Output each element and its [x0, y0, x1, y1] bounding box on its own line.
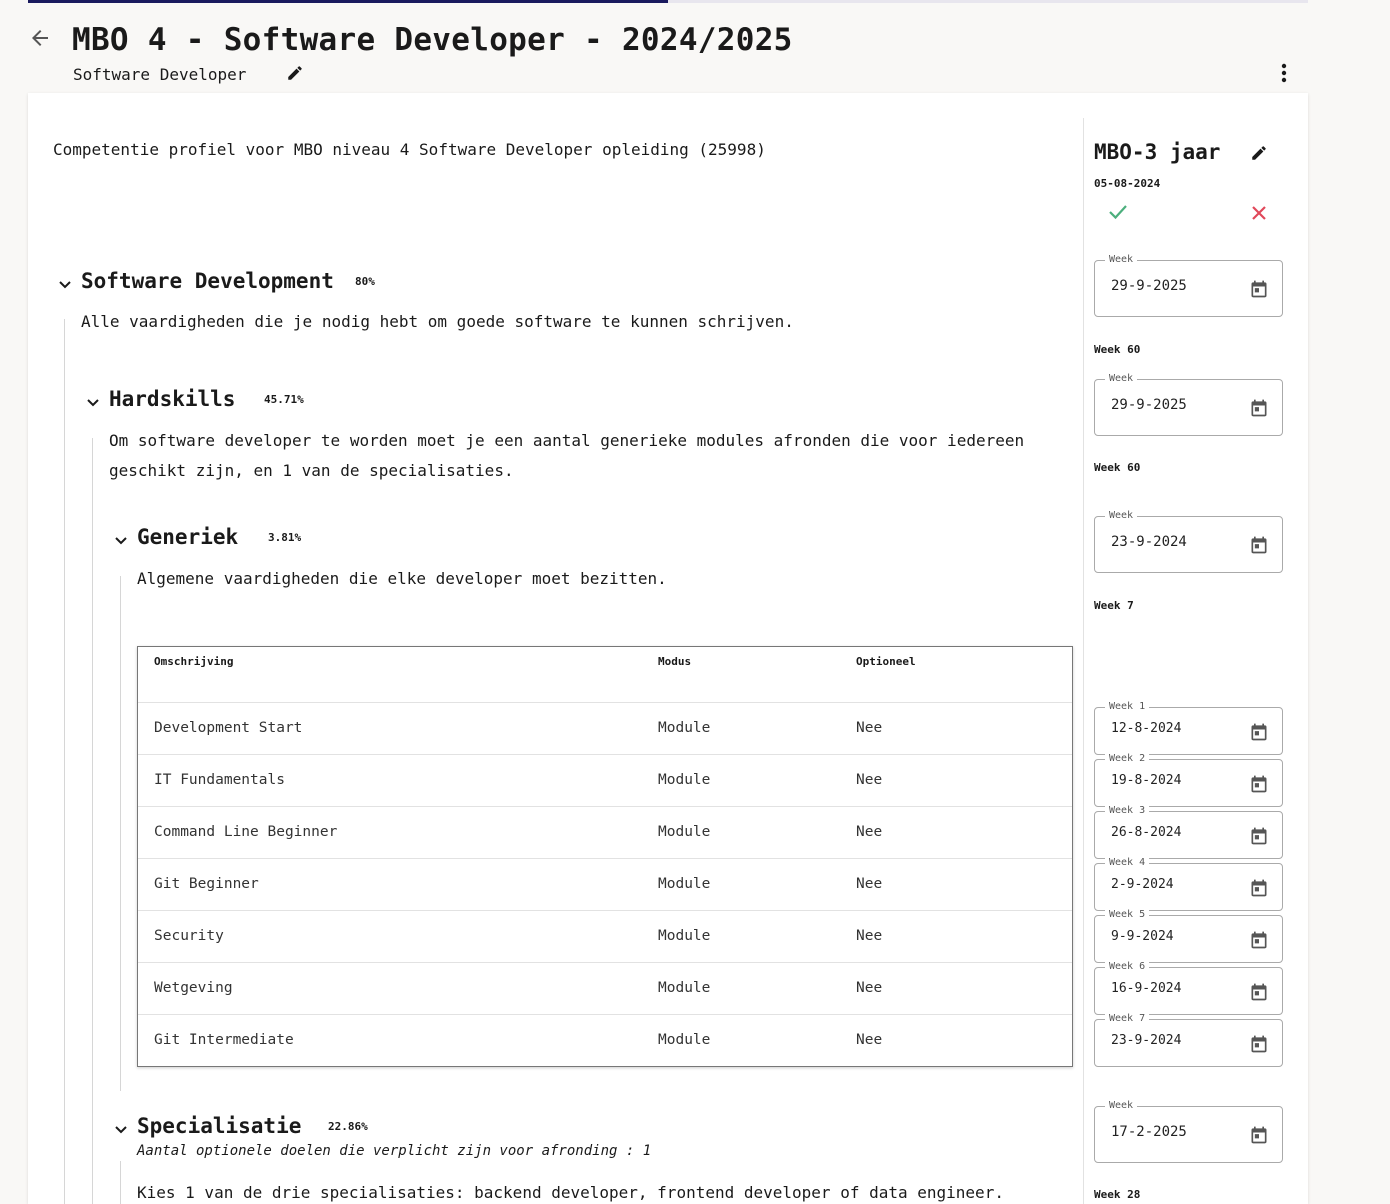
- cell-optioneel: Nee: [856, 1032, 883, 1048]
- field-label: Week 5: [1105, 909, 1149, 921]
- chevron-down-icon[interactable]: [58, 275, 72, 285]
- field-value[interactable]: 23-9-2024: [1111, 1033, 1182, 1048]
- calendar-icon[interactable]: [1249, 878, 1269, 898]
- section-percent: 80%: [355, 275, 375, 288]
- field-value[interactable]: 19-8-2024: [1111, 773, 1182, 788]
- week-date-field[interactable]: [1094, 701, 1283, 755]
- section-description: Alle vaardigheden die je nodig hebt om goede software te kunnen schrijven.: [81, 312, 794, 331]
- tree-line: [120, 1161, 121, 1204]
- week-date-field[interactable]: [1094, 510, 1283, 573]
- field-label: Week 2: [1105, 753, 1149, 765]
- sidebar-divider: [1083, 118, 1084, 1204]
- table-header-optioneel[interactable]: Optioneel: [856, 655, 916, 668]
- cell-modus: Module: [658, 876, 711, 892]
- table-row[interactable]: [138, 1014, 1072, 1066]
- table-row[interactable]: [138, 754, 1072, 806]
- field-label: Week 3: [1105, 805, 1149, 817]
- chevron-down-icon[interactable]: [114, 1120, 128, 1130]
- cell-optioneel: Nee: [856, 876, 883, 892]
- table-header-modus[interactable]: Modus: [658, 655, 692, 668]
- field-label: Week: [1105, 510, 1137, 522]
- field-value[interactable]: 29-9-2025: [1111, 397, 1187, 413]
- back-arrow-icon[interactable]: [28, 26, 52, 50]
- field-value[interactable]: 23-9-2024: [1111, 534, 1187, 550]
- cell-omschrijving: Command Line Beginner: [154, 824, 338, 840]
- week-number: Week 60: [1094, 343, 1141, 356]
- table-row[interactable]: [138, 702, 1072, 754]
- calendar-icon[interactable]: [1249, 1034, 1269, 1054]
- study-plan-date: 05-08-2024: [1094, 177, 1161, 190]
- table-header-omschrijving[interactable]: Omschrijving: [154, 655, 234, 668]
- field-value[interactable]: 12-8-2024: [1111, 721, 1182, 736]
- profile-description: Competentie profiel voor MBO niveau 4 Software Developer opleiding (25998): [53, 140, 766, 159]
- section-description: Kies 1 van de drie specialisaties: backend developer, frontend developer of data engineer.: [137, 1183, 1004, 1202]
- field-label: Week: [1105, 1100, 1137, 1112]
- section-description-line2: geschikt zijn, en 1 van de specialisaties.: [109, 461, 514, 480]
- cell-omschrijving: IT Fundamentals: [154, 772, 285, 788]
- calendar-icon[interactable]: [1249, 930, 1269, 950]
- week-date-field[interactable]: [1094, 254, 1283, 317]
- calendar-icon[interactable]: [1249, 722, 1269, 742]
- table-row[interactable]: [138, 910, 1072, 962]
- more-vert-icon[interactable]: [1274, 62, 1294, 84]
- cell-omschrijving: Wetgeving: [154, 980, 233, 996]
- section-title-specialisatie[interactable]: Specialisatie: [137, 1114, 302, 1138]
- modules-table: [137, 646, 1073, 1067]
- table-row[interactable]: [138, 858, 1072, 910]
- week-number: Week 28: [1094, 1188, 1141, 1201]
- calendar-icon[interactable]: [1249, 982, 1269, 1002]
- section-note: Aantal optionele doelen die verplicht zijn voor afronding : 1: [137, 1143, 652, 1159]
- tree-line: [120, 576, 121, 1091]
- cell-modus: Module: [658, 928, 711, 944]
- tree-line: [64, 319, 65, 1204]
- cell-modus: Module: [658, 720, 711, 736]
- cell-omschrijving: Git Intermediate: [154, 1032, 294, 1048]
- week-date-field[interactable]: [1094, 1100, 1283, 1163]
- study-plan-name: MBO-3 jaar: [1094, 140, 1221, 164]
- cell-omschrijving: Security: [154, 928, 224, 944]
- section-percent: 45.71%: [264, 393, 304, 406]
- cell-modus: Module: [658, 824, 711, 840]
- loading-progress-bar: [28, 0, 1308, 3]
- week-date-field[interactable]: [1094, 753, 1283, 807]
- week-date-field[interactable]: [1094, 961, 1283, 1015]
- section-percent: 3.81%: [268, 531, 302, 544]
- cell-optioneel: Nee: [856, 980, 883, 996]
- cell-modus: Module: [658, 772, 711, 788]
- profile-card: [28, 93, 1308, 1204]
- cell-optioneel: Nee: [856, 928, 883, 944]
- field-value[interactable]: 9-9-2024: [1111, 929, 1174, 944]
- field-value[interactable]: 16-9-2024: [1111, 981, 1182, 996]
- calendar-icon[interactable]: [1249, 774, 1269, 794]
- calendar-icon[interactable]: [1249, 535, 1269, 555]
- section-description: Algemene vaardigheden die elke developer moet bezitten.: [137, 569, 667, 588]
- chevron-down-icon[interactable]: [114, 531, 128, 541]
- section-description-line1: Om software developer te worden moet je een aantal generieke modules afronden die voor iedereen: [109, 431, 1025, 450]
- cell-omschrijving: Git Beginner: [154, 876, 259, 892]
- field-label: Week: [1105, 373, 1137, 385]
- edit-pencil-icon[interactable]: [286, 64, 304, 82]
- section-title-generiek[interactable]: Generiek: [137, 525, 239, 549]
- cell-optioneel: Nee: [856, 772, 883, 788]
- cell-optioneel: Nee: [856, 824, 883, 840]
- field-label: Week 7: [1105, 1013, 1149, 1025]
- check-icon[interactable]: [1107, 202, 1129, 222]
- section-percent: 22.86%: [328, 1120, 368, 1133]
- week-date-field[interactable]: [1094, 1013, 1283, 1067]
- page-title: MBO 4 - Software Developer - 2024/2025: [72, 22, 793, 58]
- field-value[interactable]: 29-9-2025: [1111, 278, 1187, 294]
- week-date-field[interactable]: [1094, 373, 1283, 436]
- week-date-field[interactable]: [1094, 857, 1283, 911]
- chevron-down-icon[interactable]: [86, 393, 100, 403]
- field-value[interactable]: 2-9-2024: [1111, 877, 1174, 892]
- progress-fill: [28, 0, 668, 3]
- calendar-icon[interactable]: [1249, 826, 1269, 846]
- close-icon[interactable]: [1249, 203, 1269, 223]
- edit-pencil-icon[interactable]: [1250, 144, 1268, 162]
- section-title-hardskills[interactable]: Hardskills: [109, 387, 236, 411]
- cell-optioneel: Nee: [856, 720, 883, 736]
- calendar-icon[interactable]: [1249, 398, 1269, 418]
- page-header: [28, 18, 1308, 92]
- section-title-software-development[interactable]: Software Development: [81, 269, 334, 293]
- field-label: Week 4: [1105, 857, 1149, 869]
- tree-line: [92, 438, 93, 1204]
- cell-omschrijving: Development Start: [154, 720, 303, 736]
- week-date-field[interactable]: [1094, 805, 1283, 859]
- calendar-icon[interactable]: [1249, 1125, 1269, 1145]
- field-label: Week 1: [1105, 701, 1149, 713]
- cell-modus: Module: [658, 1032, 711, 1048]
- cell-modus: Module: [658, 980, 711, 996]
- page-subtitle: Software Developer: [73, 65, 247, 84]
- field-label: Week: [1105, 254, 1137, 266]
- field-value[interactable]: 26-8-2024: [1111, 825, 1182, 840]
- table-row[interactable]: [138, 806, 1072, 858]
- table-row[interactable]: [138, 962, 1072, 1014]
- field-value[interactable]: 17-2-2025: [1111, 1124, 1187, 1140]
- week-number: Week 7: [1094, 599, 1134, 612]
- week-number: Week 60: [1094, 461, 1141, 474]
- field-label: Week 6: [1105, 961, 1149, 973]
- week-date-field[interactable]: [1094, 909, 1283, 963]
- calendar-icon[interactable]: [1249, 279, 1269, 299]
